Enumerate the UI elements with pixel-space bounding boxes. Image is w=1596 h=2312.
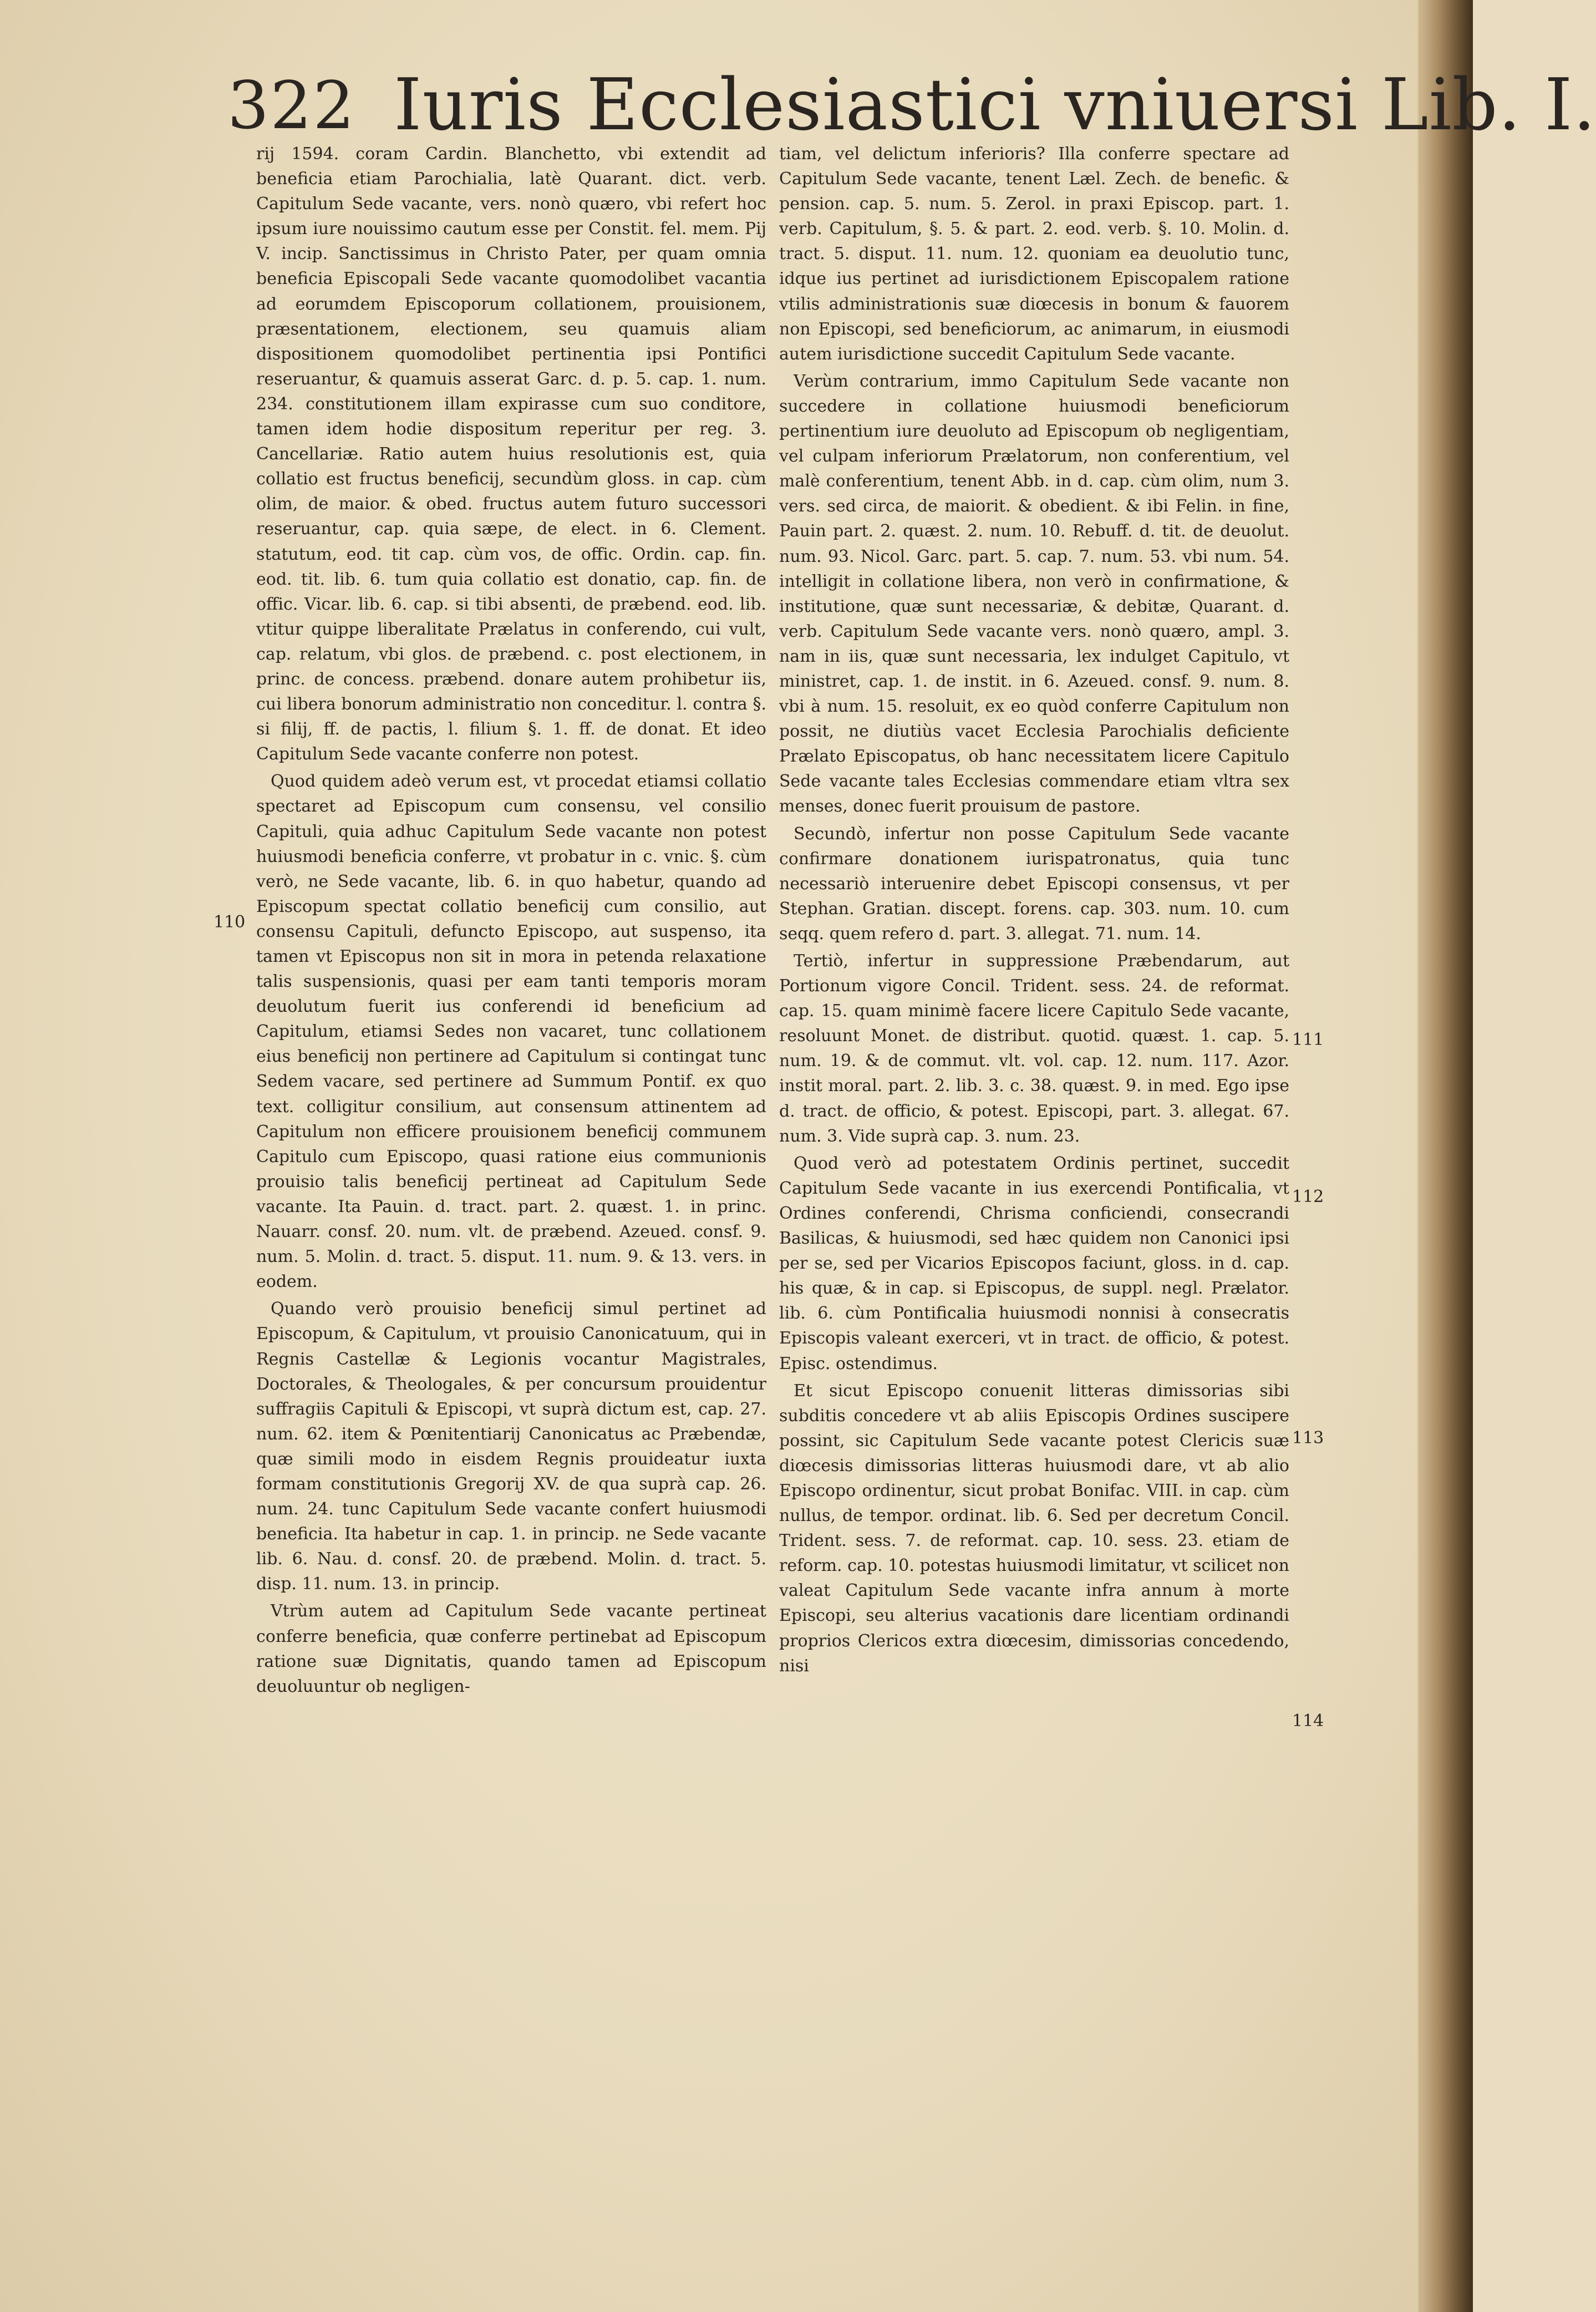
paragraph: Tertiò, infertur in suppressione Præbendarum, aut Portionum vigore Concil. Trident. sess. 24. de reformat. cap. 15. quam minimè facere licere Capitulo Sede vacante, resoluunt Monet. de distribut. quotid. quæst. 1. cap. 5. num. 19. & de commut. vlt. vol. cap. 12. num. 117. Azor. instit moral. part. 2. lib. 3. c. 38. quæst. 9. in med. Ego ipse d. tract. de officio, & potest. Episcopi, part. 3. allegat. 67. num. 3. Vide suprà cap. 3. num. 23. <box>779 951 1289 1146</box>
margin-number-110: 110 <box>214 912 246 932</box>
paragraph: Verùm contrarium, immo Capitulum Sede vacante non succedere in collatione huiusmodi beneficiorum pertinentium iure deuoluto ad Episcopum ob negligentiam, vel culpam inferiorum Prælatorum, non conferentium, vel malè conferentium, tenent Abb. in d. cap. cùm olim, num 3. vers. sed circa, de maiorit. & obedient. & ibi Felin. in fine, Pauin part. 2. quæst. 2. num. 10. Rebuff. d. tit. de deuolut. num. 93. Nicol. Garc. part. 5. cap. 7. num. 53. vbi num. 54. intelligit in collatione libera, non verò in confirmatione, & institutione, quæ sunt necessariæ, & debitæ, Quarant. d. verb. Capitulum Sede vacante vers. nonò quæro, ampl. 3. nam in iis, quæ sunt necessaria, lex indulget Capitulo, vt ministret, cap. 1. de instit. in 6. Azeued. consf. 9. num. 8. vbi à num. 15. resoluit, ex eo quòd conferre Capitulum non possit, ne diutiùs vacet Ecclesia Parochialis deficiente Prælato Episcopatus, ob hanc necessitatem licere Capitulo Sede vacante tales Ecclesias commendare etiam vltra sex menses, donec fuerit prouisum de pastore. <box>779 371 1289 817</box>
paragraph: Quando verò prouisio beneficij simul pertinet ad Episcopum, & Capitulum, vt prouisio Canonicatuum, qui in Regnis Castellæ & Legionis vocantur Magistrales, Doctorales, & Theologales, & per concursum prouidentur suffragiis Capituli & Episcopi, vt suprà dictum est, cap. 27. num. 62. item & Pœnitentiarij Canonicatus ac Præbendæ, quæ simili modo in eisdem Regnis prouideatur iuxta formam constitutionis Gregorij XV. de qua suprà cap. 26. num. 24. tunc Capitulum Sede vacante confert huiusmodi beneficia. Ita habetur in cap. 1. in princip. ne Sede vacante lib. 6. Nau. d. consf. 20. de præbend. Molin. d. tract. 5. disp. 11. num. 13. in princip. <box>256 1299 766 1594</box>
page-header <box>227 64 1596 150</box>
paragraph: Quod verò ad potestatem Ordinis pertinet, succedit Capitulum Sede vacante in ius exercendi Pontificalia, vt Ordines conferendi, Chrisma conficiendi, consecrandi Basilicas, & huiusmodi, sed hæc quidem non Canonici ipsi per se, sed per Vicarios Episcopos faciunt, gloss. in d. cap. his quæ, & in cap. si Episcopus, de suppl. negl. Prælator. lib. 6. cùm Pontificalia huiusmodi nonnisi à consecratis Episcopis valeant exerceri, vt in tract. de officio, & potest. Episc. ostendimus. <box>779 1153 1289 1373</box>
paragraph: rij 1594. coram Cardin. Blanchetto, vbi extendit ad beneficia etiam Parochialia, latè Quarant. dict. verb. Capitulum Sede vacante, vers. nonò quæro, vbi refert hoc ipsum iure nouissimo cautum esse per Constit. fel. mem. Pij V. incip. Sanctissimus in Christo Pater, per quam omnia beneficia Episcopali Sede vacante quomodolibet vacantia ad eorumdem Episcoporum collationem, prouisionem, præsentationem, electionem, seu quamuis aliam dispositionem quomodolibet pertinentia ipsi Pontifici reseruantur, & quamuis asserat Garc. d. p. 5. cap. 1. num. 234. constitutionem illam expirasse cum suo conditore, tamen idem hodie dispositum reperitur per reg. 3. Cancellariæ. Ratio autem huius resolutionis est, quia collatio est fructus beneficij, secundùm gloss. in cap. cùm olim, de maior. & obed. fructus autem futuro successori reseruantur, cap. quia sæpe, de elect. in 6. Clement. statutum, eod. tit cap. cùm vos, de offic. Ordin. cap. fin. eod. tit. lib. 6. tum quia collatio est donatio, cap. fin. de offic. Vicar. lib. 6. cap. si tibi absenti, de præbend. eod. lib. vtitur quippe liberalitate Prælatus in conferendo, cui vult, cap. relatum, vbi glos. de præbend. c. post electionem, in princ. de concess. præbend. donare autem prohibetur iis, cui libera bonorum administratio non conceditur. l. contra §. si filij, ff. de pactis, l. filium §. 1. ff. de donat. Et ideo Capitulum Sede vacante conferre non potest. <box>256 144 766 764</box>
margin-number-112: 112 <box>1292 1187 1324 1206</box>
margin-number-114: 114 <box>1292 1711 1324 1731</box>
running-title: Iuris Ecclesiastici vniuersi Lib. I. <box>394 64 1596 146</box>
margin-number-113: 113 <box>1292 1428 1324 1448</box>
paragraph: Et sicut Episcopo conuenit litteras dimissorias sibi subditis concedere vt ab aliis Episcopis Ordines suscipere possint, sic Capitulum Sede vacante potest Clericis suæ diœcesis dimissorias litteras huiusmodi dare, vt ab alio Episcopo ordinentur, sicut probat Bonifac. VIII. in cap. cùm nullus, de tempor. ordinat. lib. 6. Sed per decretum Concil. Trident. sess. 7. de reformat. cap. 10. sess. 23. etiam de reform. cap. 10. potestas huiusmodi limitatur, vt scilicet non valeat Capitulum Sede vacante infra annum à morte Episcopi, seu alterius vacationis dare licentiam ordinandi proprios Clericos extra diœcesim, dimissorias concedendo, nisi <box>779 1381 1289 1676</box>
paragraph: Vtrùm autem ad Capitulum Sede vacante pertineat conferre beneficia, quæ conferre pertinebat ad Episcopum ratione suæ Dignitatis, quando tamen ad Episcopum deuoluuntur ob negligen- <box>256 1601 766 1696</box>
book-binding-gutter <box>1420 0 1473 2312</box>
paragraph: Quod quidem adeò verum est, vt procedat etiamsi collatio spectaret ad Episcopum cum consensu, vel consilio Capituli, quia adhuc Capitulum Sede vacante non potest huiusmodi beneficia conferre, vt probatur in c. vnic. §. cùm verò, ne Sede vacante, lib. 6. in quo habetur, quando ad Episcopum spectat collatio beneficij cum consilio, aut consensu Capituli, defuncto Episcopo, aut suspenso, ita tamen vt Episcopus non sit in mora in petenda relaxatione talis suspensionis, quasi per eam tanti temporis moram deuolutum fuerit ius conferendi id beneficium ad Capitulum, etiamsi Sedes non vacaret, tunc collationem eius beneficij non pertinere ad Capitulum si contingat tunc Sedem vacare, sed pertinere ad Summum Pontif. ex quo text. colligitur consilium, aut consensum attinentem ad Capitulum non efficere prouisionem beneficij communem Capitulo cum Episcopo, quasi ratione eius communionis prouisio talis beneficij pertineat ad Capitulum Sede vacante. Ita Pauin. d. tract. part. 2. quæst. 1. in princ. Nauarr. consf. 20. num. vlt. de præbend. Azeued. consf. 9. num. 5. Molin. d. tract. 5. disput. 11. num. 9. & 13. vers. in eodem. <box>256 772 766 1292</box>
margin-number-111: 111 <box>1292 1030 1324 1049</box>
left-column <box>256 141 766 1699</box>
page-number: 322 <box>227 67 356 144</box>
right-column <box>779 141 1289 1679</box>
paragraph: tiam, vel delictum inferioris? Illa conferre spectare ad Capitulum Sede vacante, tenent Læl. Zech. de benefic. & pension. cap. 5. num. 5. Zerol. in praxi Episcop. part. 1. verb. Capitulum, §. 5. & part. 2. eod. verb. §. 10. Molin. d. tract. 5. disput. 11. num. 12. quoniam ea deuolutio tunc, idque ius pertinet ad iurisdictionem Episcopalem ratione vtilis administrationis suæ diœcesis in bonum & fauorem non Episcopi, sed beneficiorum, ac animarum, in eiusmodi autem iurisdictione succedit Capitulum Sede vacante. <box>779 144 1289 364</box>
paragraph: Secundò, infertur non posse Capitulum Sede vacante confirmare donationem iurispatronatus, quia tunc necessariò interuenire debet Episcopi consensus, vt per Stephan. Gratian. discept. forens. cap. 303. num. 10. cum seqq. quem refero d. part. 3. allegat. 71. num. 14. <box>779 824 1289 944</box>
